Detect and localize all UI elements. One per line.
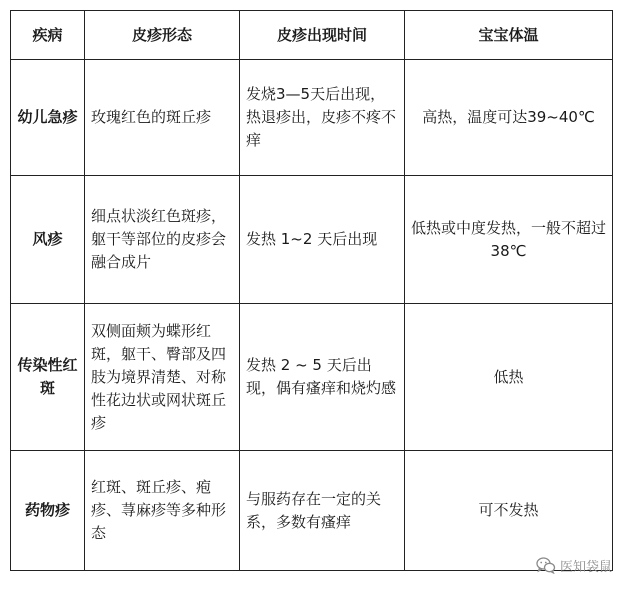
table-row	[11, 304, 613, 451]
table-row	[11, 176, 613, 304]
watermark-text: 医知袋鼠	[559, 560, 612, 575]
temperature-cell: 高热，温度可达39~40℃	[405, 60, 613, 176]
temperature-cell: 低热	[405, 304, 613, 451]
watermark	[536, 556, 612, 575]
header-temperature: 宝宝体温	[405, 11, 613, 60]
wechat-logo-icon	[536, 557, 556, 574]
morphology-cell: 玫瑰红色的斑丘疹	[85, 60, 240, 176]
header-morphology: 皮疹形态	[85, 11, 240, 60]
disease-cell: 传染性红斑	[11, 304, 85, 451]
disease-cell: 风疹	[11, 176, 85, 304]
temperature-cell: 低热或中度发热，一般不超过38℃	[405, 176, 613, 304]
header-onset: 皮疹出现时间	[240, 11, 405, 60]
header-disease: 疾病	[11, 11, 85, 60]
table-row	[11, 60, 613, 176]
onset-cell: 与服药存在一定的关系，多数有瘙痒	[240, 451, 405, 571]
morphology-cell: 红斑、斑丘疹、疱疹、荨麻疹等多种形态	[85, 451, 240, 571]
morphology-cell: 双侧面颊为蝶形红斑，躯干、臀部及四肢为境界清楚、对称性花边状或网状斑丘疹	[85, 304, 240, 451]
rash-comparison-table	[10, 10, 613, 571]
temperature-cell: 可不发热	[405, 451, 613, 571]
disease-cell: 幼儿急疹	[11, 60, 85, 176]
disease-cell: 药物疹	[11, 451, 85, 571]
onset-cell: 发烧3—5天后出现，热退疹出，皮疹不疼不痒	[240, 60, 405, 176]
header-row	[11, 11, 613, 60]
morphology-cell: 细点状淡红色斑疹，躯干等部位的皮疹会融合成片	[85, 176, 240, 304]
onset-cell: 发热 2 ~ 5 天后出现，偶有瘙痒和烧灼感	[240, 304, 405, 451]
table-row	[11, 451, 613, 571]
onset-cell: 发热 1~2 天后出现	[240, 176, 405, 304]
